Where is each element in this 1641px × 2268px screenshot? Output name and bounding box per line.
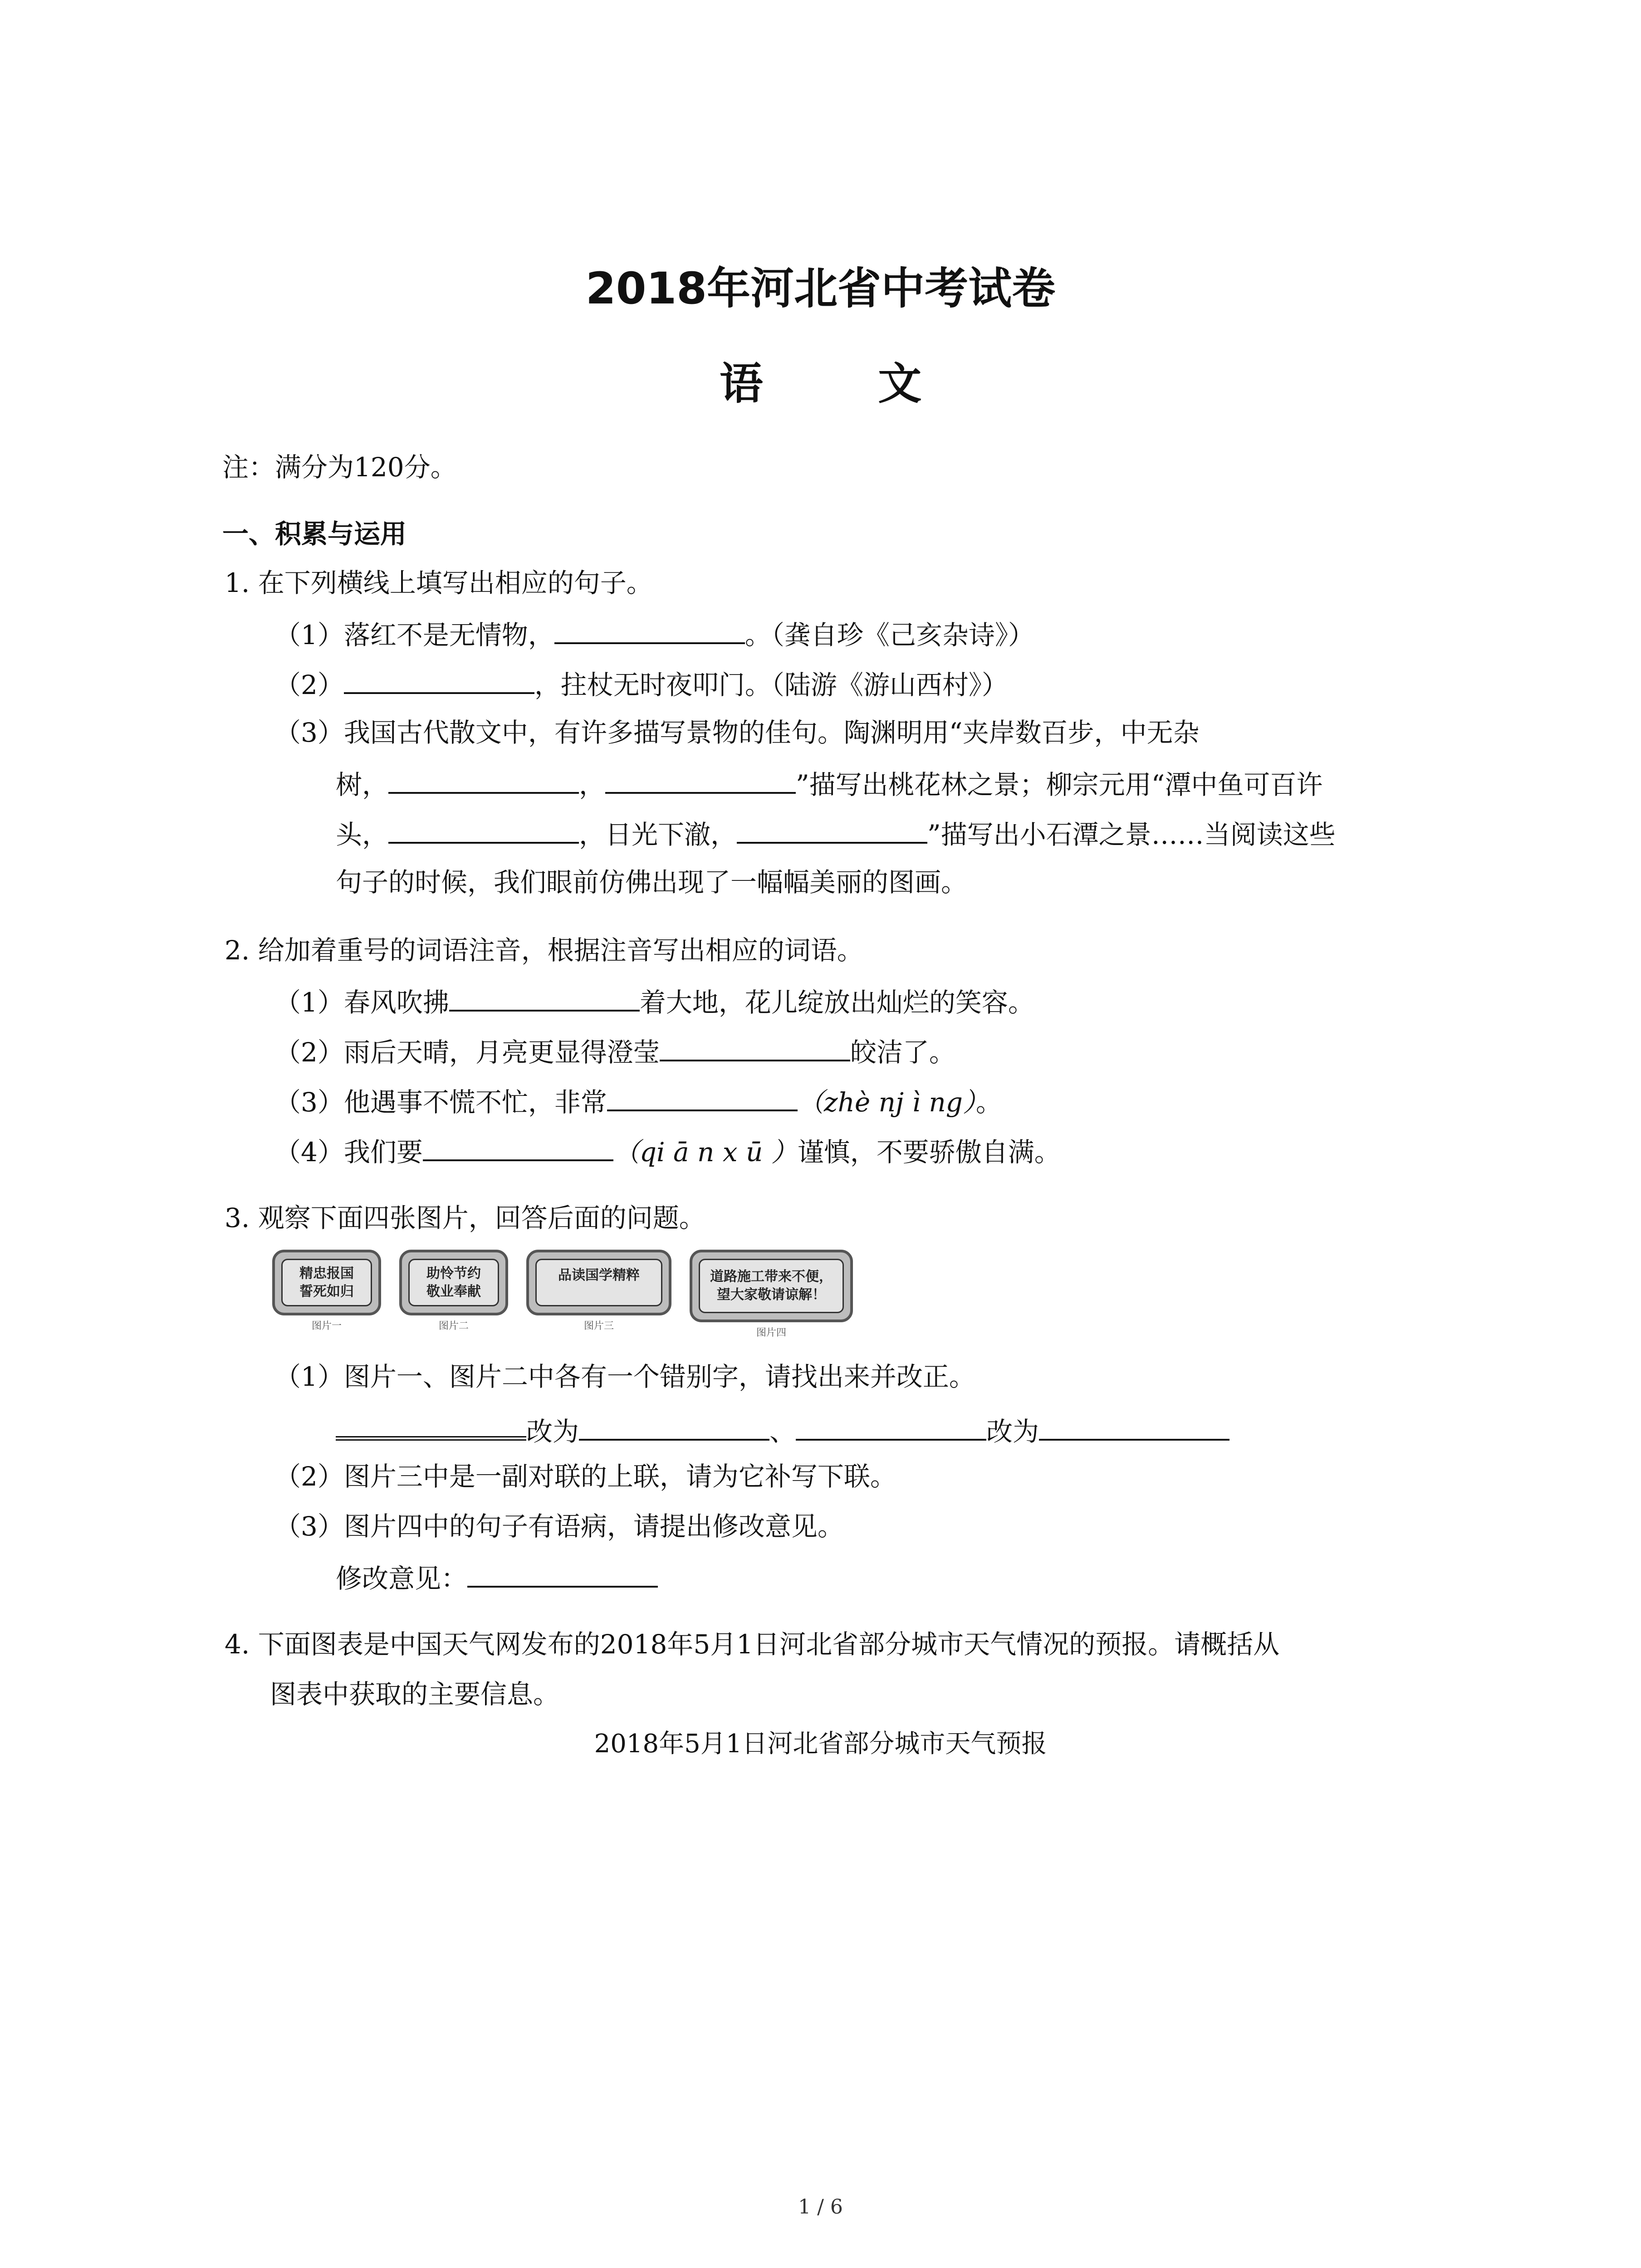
q1-part3-text: ，	[579, 769, 606, 800]
q3-part3	[274, 1510, 844, 1542]
q1-part3-line4: 句子的时候，我们眼前仿佛出现了一幅幅美丽的图画。	[336, 867, 968, 898]
sign-text: 助怜节约	[426, 1265, 481, 1281]
picture-label: 图片三	[583, 1320, 614, 1332]
q1-part3-text: ”描写出桃花林之景；柳宗元用“潭中鱼可百许	[796, 769, 1323, 800]
q2-part2-text: 皎洁了。	[850, 1037, 955, 1068]
item-number: （4）	[274, 1137, 344, 1168]
answer-blank[interactable]	[796, 1413, 986, 1441]
answer-blank[interactable]	[449, 984, 640, 1012]
q1-part1-text: 落红不是无情物，	[343, 620, 554, 650]
answer-connector: 改为	[986, 1416, 1039, 1447]
pinyin-hint: （zhè nj ì ng）	[797, 1087, 976, 1118]
answer-blank[interactable]	[605, 767, 796, 794]
answer-blank[interactable]	[607, 1084, 798, 1111]
item-number: （1）	[274, 620, 344, 650]
q3-part3-answer	[336, 1560, 658, 1594]
sign-text: 道路施工带来不便，	[710, 1269, 833, 1285]
answer-separator: 、	[769, 1416, 796, 1447]
answer-blank[interactable]	[388, 816, 579, 844]
sign-text: 精忠报国	[299, 1265, 354, 1281]
answer-blank[interactable]	[388, 767, 579, 794]
picture-4	[690, 1250, 853, 1339]
item-number: （2）	[274, 1461, 344, 1492]
q1-part1	[274, 617, 1034, 651]
q2-part4-text: 谨慎，不要骄傲自满。	[797, 1137, 1061, 1168]
answer-blank[interactable]	[467, 1560, 658, 1588]
answer-connector: 改为	[526, 1416, 579, 1447]
sign-text: 品读国学精粹	[558, 1267, 640, 1283]
sign-text: 望大家敬请谅解！	[717, 1287, 826, 1303]
answer-blank[interactable]	[579, 1413, 769, 1441]
q1-part3-text: 树，	[336, 769, 389, 800]
item-number: （2）	[274, 1037, 344, 1068]
q2-part2-text: 雨后天晴，月亮更显得澄莹	[343, 1037, 660, 1068]
exam-title: 2018年河北省中考试卷	[585, 263, 1056, 314]
pinyin-hint: （qi ā n x ū ）	[613, 1137, 798, 1168]
sign-board	[399, 1250, 508, 1315]
q1-part3-text: 头，	[336, 819, 389, 850]
sign-text: 敬业奉献	[426, 1283, 481, 1300]
q2-part4	[274, 1134, 1061, 1168]
q3-part1-text: 图片一、图片二中各有一个错别字，请找出来并改正。	[343, 1361, 975, 1392]
item-number: （3）	[274, 1087, 344, 1118]
q3-part2	[274, 1461, 896, 1492]
picture-3	[526, 1250, 671, 1339]
q1-part3-text: ，日光下澈，	[579, 819, 737, 850]
q2-part2	[274, 1034, 955, 1068]
q1-part3-line3	[336, 816, 1336, 850]
section-title: 一、积累与运用	[222, 518, 407, 549]
q1-part2	[274, 667, 1008, 701]
answer-blank[interactable]	[660, 1034, 850, 1061]
item-number: （2）	[274, 670, 344, 700]
q2-stem: 2. 给加着重号的词语注音，根据注音写出相应的词语。	[225, 935, 863, 966]
answer-blank[interactable]	[423, 1134, 613, 1161]
picture-2	[399, 1250, 508, 1339]
sign-board	[272, 1250, 381, 1315]
q1-part3-line1	[274, 717, 1200, 748]
q3-stem: 3. 观察下面四张图片，回答后面的问题。	[225, 1202, 705, 1233]
answer-prompt: 修改意见：	[336, 1563, 468, 1594]
q4-line2: 图表中获取的主要信息。	[270, 1679, 560, 1710]
answer-blank[interactable]	[737, 816, 927, 844]
q1-part3-text: 我国古代散文中，有许多描写景物的佳句。陶渊明用“夹岸数百步，中无杂	[343, 717, 1200, 748]
picture-label: 图片一	[311, 1320, 342, 1332]
q2-part1	[274, 984, 1034, 1018]
answer-blank[interactable]	[344, 667, 534, 694]
sign-text: 誓死如归	[299, 1283, 354, 1300]
q2-part1-text: 春风吹拂	[343, 987, 449, 1018]
picture-1	[272, 1250, 381, 1339]
subject-title: 语 文	[719, 358, 972, 409]
answer-blank[interactable]	[1039, 1413, 1230, 1441]
q4-line1: 4. 下面图表是中国天气网发布的2018年5月1日河北省部分城市天气情况的预报。请概括从	[225, 1629, 1280, 1660]
q2-part3	[274, 1084, 1002, 1118]
q3-part3-text: 图片四中的句子有语病，请提出修改意见。	[343, 1511, 844, 1542]
q3-part1-answer	[336, 1411, 1230, 1447]
q2-part4-text: 我们要	[343, 1137, 423, 1168]
q1-part3-line2	[336, 767, 1323, 801]
picture-label: 图片四	[756, 1327, 786, 1339]
q3-part2-text: 图片三中是一副对联的上联，请为它补写下联。	[343, 1461, 896, 1492]
item-number: （3）	[274, 1511, 344, 1542]
answer-blank[interactable]	[336, 1411, 526, 1441]
q2-part3-text: 他遇事不慌不忙，非常	[343, 1087, 607, 1118]
page-number: 1 / 6	[798, 2195, 843, 2219]
picture-label: 图片二	[438, 1320, 469, 1332]
answer-blank[interactable]	[554, 617, 745, 644]
q1-stem: 1. 在下列横线上填写出相应的句子。	[225, 567, 653, 598]
sign-board	[526, 1250, 671, 1315]
q2-part1-text: 着大地，花儿绽放出灿烂的笑容。	[639, 987, 1034, 1018]
q1-part2-text: ，拄杖无时夜叩门。（陆游《游山西村》）	[534, 670, 1008, 700]
q1-part1-source: 。（龚自珍《己亥杂诗》）	[745, 620, 1034, 650]
q1-part3-text: ”描写出小石潭之景……当阅读这些	[927, 819, 1336, 850]
item-number: （3）	[274, 717, 344, 748]
sign-board	[690, 1250, 853, 1322]
item-number: （1）	[274, 987, 344, 1018]
q2-part3-text: 。	[975, 1087, 1002, 1118]
sign-pictures	[272, 1250, 853, 1339]
item-number: （1）	[274, 1361, 344, 1392]
q3-part1	[274, 1361, 975, 1393]
score-note: 注：满分为120分。	[222, 452, 457, 483]
chart-caption: 2018年5月1日河北省部分城市天气预报	[594, 1729, 1047, 1759]
